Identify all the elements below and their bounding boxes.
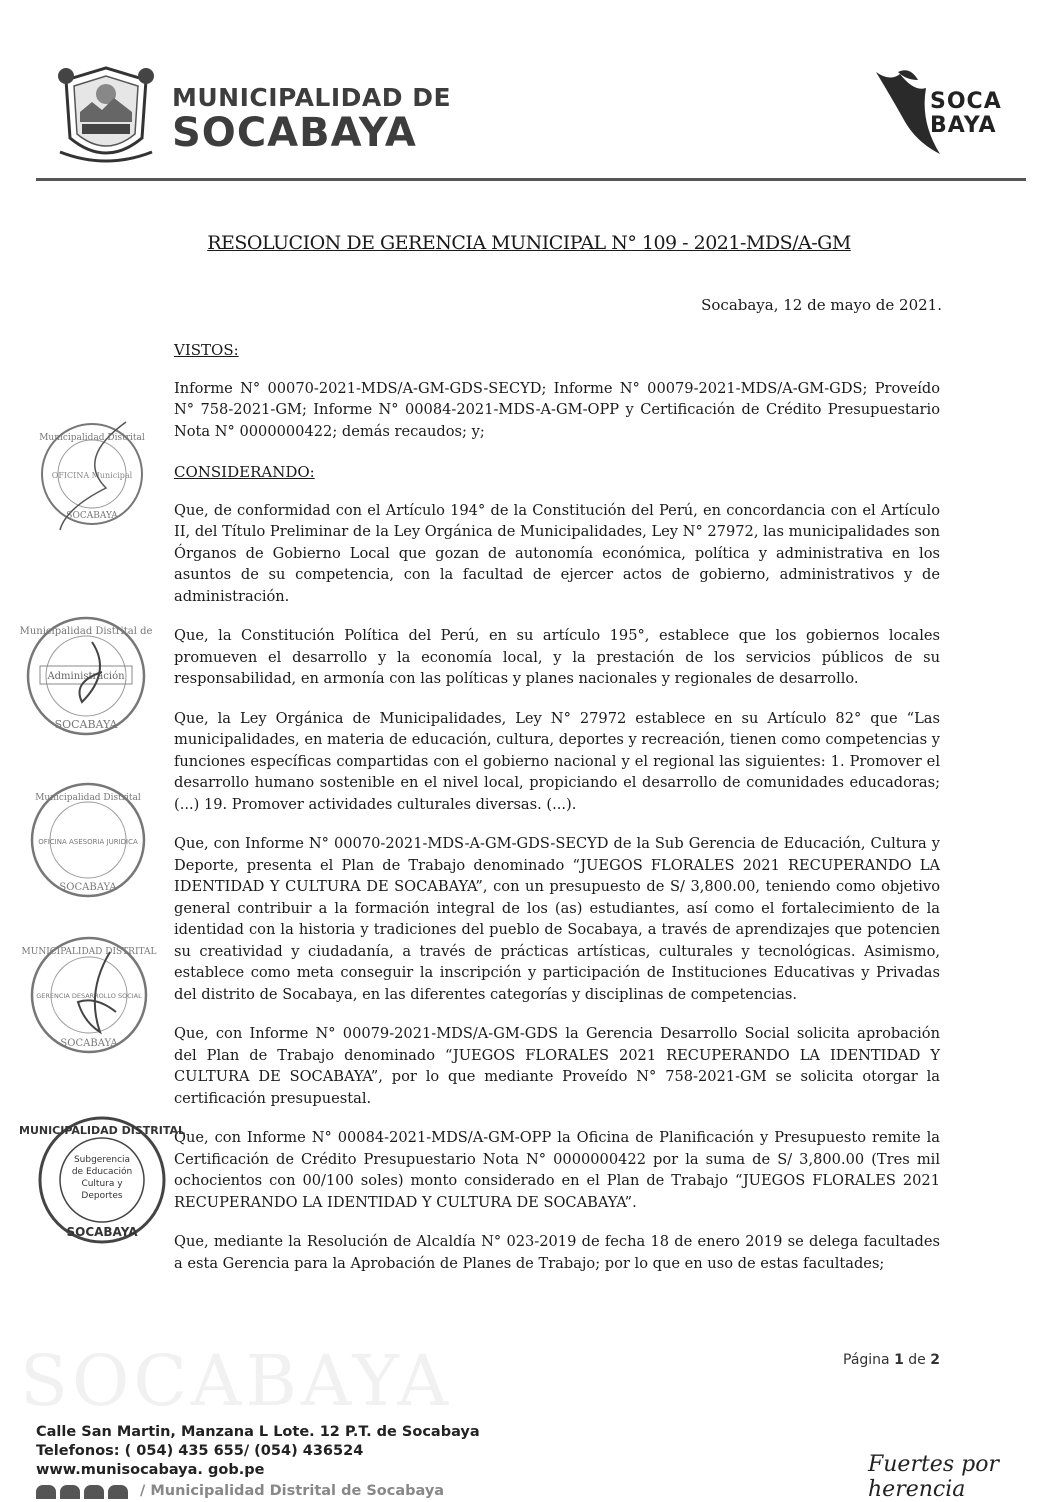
stamp-4-center: GERENCIA DESARROLLO SOCIAL [36, 992, 142, 1000]
stamp-1-ring: Municipalidad Distrital [39, 433, 145, 443]
page-label: Página [843, 1352, 890, 1368]
considerando-paragraph-2: Que, la Constitución Política del Perú, en su artículo 195°, establece que los gobiernos locales promueven el desarrollo y la economía local, y la prestación de los servicios públicos de su responsabilidad, en armonía con las políticas y planes nacionales y regionales de desarrollo. [174, 627, 940, 687]
stamp-1-bottom: SOCABAYA [66, 511, 118, 521]
brand-line1: SOCA [930, 89, 1002, 114]
considerando-paragraph-6: Que, con Informe N° 00084-2021-MDS/A-GM-OPP la Oficina de Planificación y Presupuesto remite la Certificación de Crédito Presupuestario Nota N° 0000000422 por la suma de S/ 3,800.00 (Tres mil ochocientos con 00/100 soles) monto considerado en el Plan de Trabajo “JUEGOS FLORALES 2021 RECUPERANDO LA IDENTIDAD Y CULTURA DE SOCABAYA”. [174, 1129, 940, 1211]
header-divider [36, 178, 1026, 181]
header-line1: MUNICIPALIDAD DE [172, 83, 452, 112]
stamp-5-line4: Deportes [81, 1191, 123, 1201]
stamp-asesoria-juridica [26, 778, 150, 902]
considerando-paragraph-5: Que, con Informe N° 00079-2021-MDS/A-GM-GDS la Gerencia Desarrollo Social solicita aprobación del Plan de Trabajo denominado “JUEGOS FLORALES 2021 RECUPERANDO LA IDENTIDAD Y CULTURA DE SOCABAYA”, por lo que mediante Proveído N° 758-2021-GM se solicita otorgar la certificación presupuestal. [174, 1025, 940, 1107]
considerando-paragraph-1: Que, de conformidad con el Artículo 194° de la Constitución del Perú, en concordancia con el Artículo II, del Título Preliminar de la Ley Orgánica de Municipalidades, Ley N° 27972, las municipalidades son Órganos de Gobierno Local que gozan de autonomía económica, política y administrativa en los asuntos de su competencia, con la facultad de ejercer actos de gobierno, administrativos y de administración. [174, 501, 940, 605]
stamp-5-line2: de Educación [71, 1167, 133, 1177]
page-of: de [908, 1352, 926, 1368]
considerando-paragraph-3: Que, la Ley Orgánica de Municipalidades, Ley N° 27972 establece en su Artículo 82° que “Las municipalidades, en materia de educación, cultura, deportes y recreación, tienen como competencias y funciones específicas compartidas con el gobierno nacional y el regional las siguientes: 1. Promover el desarrollo humano sostenible en el nivel local, propiciando el desarrollo de comunidades educadoras; (...) 19. Promover actividades culturales diversas. (...). [174, 709, 940, 813]
stamp-5-ring: MUNICIPALIDAD DISTRITAL [19, 1124, 185, 1137]
stamp-2-bottom: SOCABAYA [54, 718, 118, 731]
vistos-paragraph: Informe N° 00070-2021-MDS/A-GM-GDS-SECYD; Informe N° 00079-2021-MDS/A-GM-GDS; Proveído N° 758-2021-GM; Informe N° 00084-2021-MDS-A-GM-OPP y Certificación de Crédito Presupuestario Nota N° 0000000422; demás recaudos; y; [174, 379, 940, 440]
considerando-paragraph-4: Que, con Informe N° 00070-2021-MDS-A-GM-GDS-SECYD de la Sub Gerencia de Educación, Cultura y Deporte, presenta el Plan de Trabajo denominado “JUEGOS FLORALES 2021 RECUPERANDO LA IDENTIDAD Y CULTURA DE SOCABAYA”, con un presupuesto de S/ 3,800.00, teniendo como objetivo general contribuir a la formación integral de los (as) estudiantes, así como el fortalecimiento de la identidad con la historia y tradiciones del pueblo de Socabaya, a través de aprendizajes que potencien su creatividad y ciudadanía, a través de prácticas artísticas, culturales y tecnológicas. Asimismo, establece como meta conseguir la inscripción y participación de Instituciones Educativas y Privadas del distrito de Socabaya, en las diferentes categorías y disciplinas de competencias. [174, 835, 940, 1003]
document-body [174, 340, 940, 1292]
brand-text [930, 90, 1002, 138]
considerando-paragraph-7: Que, mediante la Resolución de Alcaldía N° 023-2019 de fecha 18 de enero 2019 se delega facultades a esta Gerencia para la Aprobación de Planes de Trabajo; por lo que en uso de estas facultades; [174, 1233, 940, 1272]
page-current: 1 [894, 1352, 904, 1368]
facebook-icon[interactable] [36, 1485, 56, 1499]
stamp-5-bottom: SOCABAYA [66, 1225, 138, 1239]
twitter-icon[interactable] [84, 1485, 104, 1499]
footer-phones: Telefonos: ( 054) 435 655/ (054) 436524 [36, 1443, 364, 1459]
social-row [36, 1482, 480, 1501]
footer-website[interactable]: www.munisocabaya. gob.pe [36, 1462, 265, 1478]
header-line2: SOCABAYA [172, 110, 417, 156]
vistos-heading: VISTOS: [174, 341, 239, 359]
social-handle: / Municipalidad Distrital de Socabaya [140, 1483, 445, 1499]
municipality-name [172, 84, 451, 154]
page-number [843, 1352, 940, 1368]
stamp-5-line3: Cultura y [81, 1179, 123, 1189]
stamp-2-center: Administración [47, 671, 125, 682]
stamp-3-ring: Municipalidad Distrital [35, 793, 141, 803]
document-date: Socabaya, 12 de mayo de 2021. [701, 296, 942, 314]
youtube-icon[interactable] [108, 1485, 128, 1499]
footer-address: Calle San Martin, Manzana L Lote. 12 P.T. de Socabaya [36, 1424, 480, 1440]
crest-icon [52, 60, 160, 172]
footer-watermark: SOCABAYA [20, 1340, 452, 1422]
footer-tagline: Fuertes por herencia [868, 1452, 999, 1502]
brand-line2: BAYA [930, 113, 997, 138]
footer [36, 1423, 480, 1501]
stamp-desarrollo-social [21, 932, 157, 1058]
stamp-5-line1: Subgerencia [73, 1155, 131, 1165]
stamp-1-center: OFICINA Municipal [51, 471, 133, 480]
stamp-4-ring: MUNICIPALIDAD DISTRITAL [21, 947, 157, 957]
instagram-icon[interactable] [60, 1485, 80, 1499]
stamp-3-bottom: SOCABAYA [59, 882, 117, 893]
considerando-heading: CONSIDERANDO: [174, 463, 315, 481]
stamp-3-center: OFICINA ASESORIA JURIDICA [38, 838, 138, 846]
stamp-4-bottom: SOCABAYA [60, 1038, 118, 1049]
stamp-subgerencia-educacion [19, 1112, 185, 1248]
stamp-oficina [36, 418, 148, 530]
resolution-title: RESOLUCION DE GERENCIA MUNICIPAL N° 109 - 2021-MDS/A-GM [207, 232, 851, 254]
stamp-administracion [19, 612, 153, 740]
stamp-2-ring: Municipalidad Distrital de [19, 626, 153, 637]
page-total: 2 [930, 1352, 940, 1368]
